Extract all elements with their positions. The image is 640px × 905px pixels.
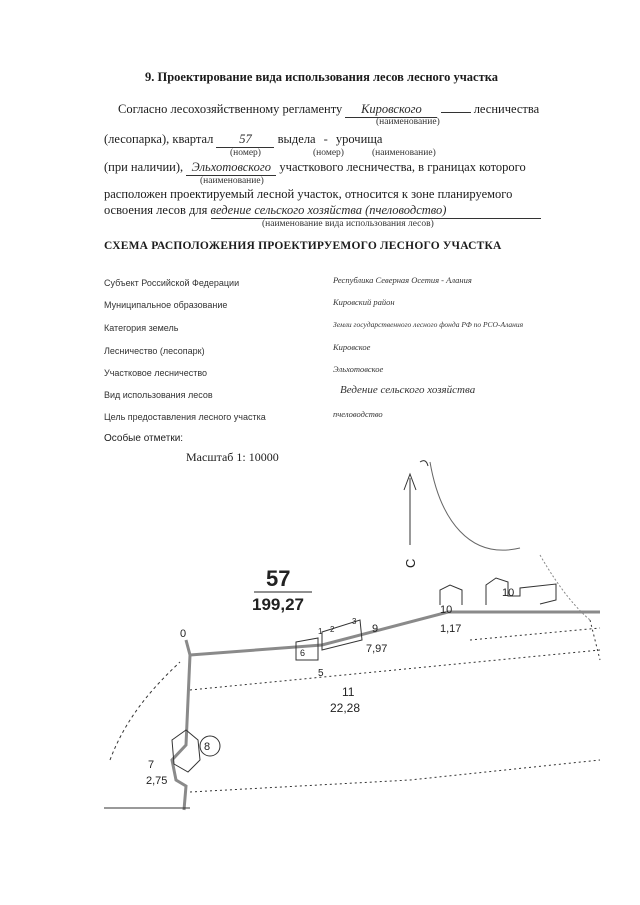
parcel-7-number: 7 xyxy=(148,759,155,771)
table-label-purpose: Цель предоставления лесного участка xyxy=(104,412,266,422)
scale-label: Масштаб 1: 10000 xyxy=(186,450,279,464)
table-label-land-category: Категория земель xyxy=(104,323,179,333)
uchastkovoe-value: Эльхотовского xyxy=(186,160,276,176)
table-label-lesnichestvo: Лесничество (лесопарк) xyxy=(104,346,205,356)
parcel-11-area: 22,28 xyxy=(330,701,361,715)
vid-ispolzovaniya-value: ведение сельского хозяйства (пчеловодство) xyxy=(211,203,541,219)
label-5: 5 xyxy=(318,668,324,679)
table-label-subject: Субъект Российской Федерации xyxy=(104,278,240,288)
table-value-lesnichestvo: Кировское xyxy=(333,342,371,352)
label-2: 2 xyxy=(330,625,335,634)
table-value-municipality: Кировский район xyxy=(333,297,395,307)
parcel-7-area: 2,75 xyxy=(146,775,168,787)
reglament-value: Кировского xyxy=(345,102,437,118)
line5-prefix: освоения лесов для xyxy=(104,203,208,217)
table-value-uchastkovoe: Эльхотовское xyxy=(333,364,384,374)
north-arrow-icon xyxy=(403,461,428,568)
line2-middle: выдела xyxy=(277,132,316,146)
table-value-purpose: пчеловодство xyxy=(333,409,383,419)
special-notes-label: Особые отметки: xyxy=(104,433,184,444)
line2-prefix: (лесопарка), квартал xyxy=(104,132,214,146)
caption-vid-ispolzovaniya: (наименование вида использования лесов) xyxy=(262,219,434,229)
table-value-land-category: Земли государственного лесного фонда РФ по РСО-Алания xyxy=(333,320,524,329)
dotted-boundaries xyxy=(190,620,600,792)
line3-suffix: участкового лесничества, в границах которого xyxy=(279,160,526,174)
schema-title: СХЕМА РАСПОЛОЖЕНИЯ ПРОЕКТИРУЕМОГО ЛЕСНОГО УЧАСТКА xyxy=(104,240,502,252)
parcel-boundary xyxy=(172,612,600,810)
vydel-value: - xyxy=(323,132,328,146)
label-8: 8 xyxy=(204,741,211,753)
line3-prefix: (при наличии), xyxy=(104,160,184,174)
parcel-11-number: 11 xyxy=(342,685,355,699)
caption-nomer-2: (номер) xyxy=(313,148,344,158)
paragraph-line-4: расположен проектируемый лесной участок, относится к зоне планируемого xyxy=(104,187,513,201)
road-line xyxy=(430,462,520,550)
parcel-9-number: 9 xyxy=(372,623,379,635)
label-6: 6 xyxy=(300,648,306,658)
caption-nomer-1: (номер) xyxy=(230,148,261,158)
parcel-9-area: 7,97 xyxy=(366,643,388,655)
line1-suffix: лесничества xyxy=(473,102,540,116)
parcel-10-number: 10 xyxy=(440,604,453,616)
line1-prefix: Согласно лесохозяйственному регламенту xyxy=(118,102,343,116)
table-value-vid: Ведение сельского хозяйства xyxy=(340,384,476,396)
line2-suffix: урочища xyxy=(335,132,383,146)
river-line xyxy=(540,555,590,620)
table-value-subject: Республика Северная Осетия - Алания xyxy=(333,275,472,285)
caption-naimenovanie-1: (наименование) xyxy=(376,117,440,127)
kvartal-value: 57 xyxy=(216,132,274,148)
caption-naimenovanie-3: (наименование) xyxy=(200,176,264,186)
north-label: С xyxy=(403,558,418,568)
section-title: 9. Проектирование вида использования лесов лесного участка xyxy=(145,70,499,84)
table-label-uchastkovoe: Участковое лесничество xyxy=(104,368,208,378)
label-10-building: 10 xyxy=(502,587,515,599)
parcel-10-area: 1,17 xyxy=(440,623,462,635)
caption-naimenovanie-2: (наименование) xyxy=(372,148,436,158)
label-3: 3 xyxy=(352,617,357,626)
kvartal-area: 199,27 xyxy=(252,595,304,614)
table-label-vid: Вид использования лесов xyxy=(104,390,213,400)
label-0: 0 xyxy=(180,628,187,640)
label-1: 1 xyxy=(318,627,323,636)
kvartal-number: 57 xyxy=(266,566,291,591)
table-label-municipality: Муниципальное образование xyxy=(104,300,228,310)
